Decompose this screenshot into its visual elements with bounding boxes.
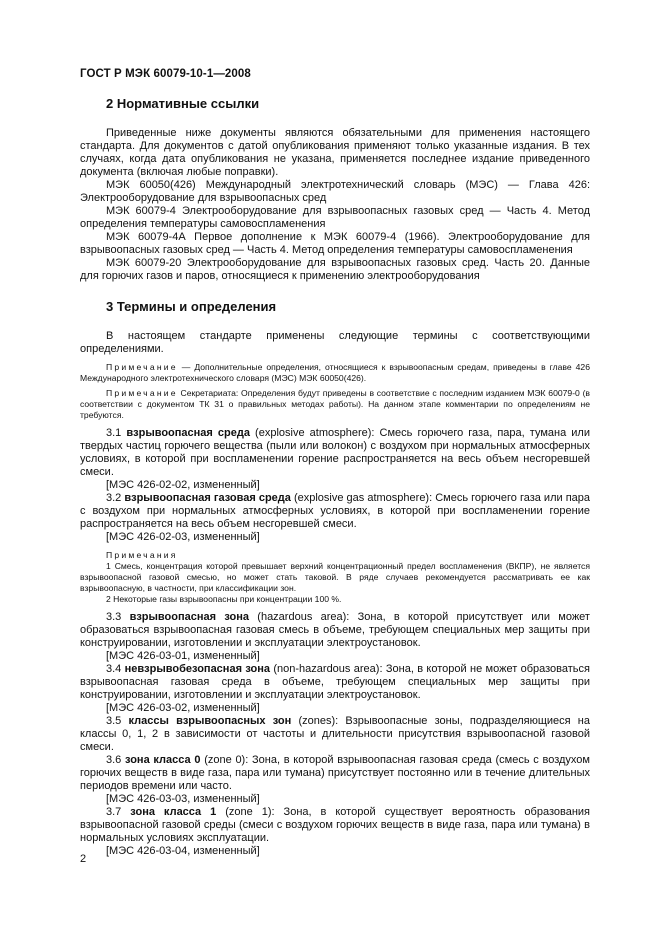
notes-item-2: 2 Некоторые газы взрывоопасны при концентрации 100 %. <box>106 594 342 604</box>
term-number: 3.7 <box>106 806 131 818</box>
term-3-2-source: [МЭС 426-02-03, измененный] <box>106 531 260 543</box>
term-name: взрывоопасная газовая среда <box>124 492 291 504</box>
reference-iec-60079-4: МЭК 60079-4 Электрооборудование для взрывоопасных газовых сред — Часть 4. Метод определения температуры самовоспламенения <box>80 205 590 230</box>
document-header: ГОСТ Р МЭК 60079-10-1—2008 <box>80 68 251 80</box>
term-3-6 <box>80 754 590 793</box>
term-3-1 <box>80 427 590 479</box>
term-3-7-source: [МЭС 426-03-04, измененный] <box>106 845 260 857</box>
term-name: зона класса 1 <box>130 806 217 818</box>
note-1-label: Примечание <box>106 362 178 372</box>
term-definition: (zone 1): Зона, в которой существует вероятность образования взрывоопасной газовой среды (смеси с воздухом горючих веществ в виде газа, пара или тумана) в нормальных условиях эксплуатации. <box>80 806 590 844</box>
section-2-title: 2 Нормативные ссылки <box>106 96 260 111</box>
note-1-text: — Дополнительные определения, относящиеся к взрывоопасным средам, приведены в главе 426 Международного электротехнического словаря (МЭС) МЭК 60050(426). <box>80 362 590 383</box>
term-name: классы взрывоопасных зон <box>128 715 292 727</box>
term-3-7 <box>80 806 590 845</box>
term-3-4 <box>80 663 590 702</box>
term-definition: (zones): Взрывоопасные зоны, подразделяющиеся на классы 0, 1, 2 в зависимости от частоты и длительности присутствия взрывоопасной газовой смеси. <box>80 715 591 753</box>
term-definition: (explosive atmosphere): Смесь горючего газа, пара, тумана или твердых частиц горючего вещества (пыли или волокон) с воздухом при нормальных атмосферных условиях, в которой при воспламенении горение распространяется на весь объем несгоревшей смеси. <box>80 427 590 478</box>
section-2-intro: Приведенные ниже документы являются обязательными для применения настоящего стандарта. Для документов с датой опубликования применяют только указанные издания. В тех случаях, когда дата опубликования не указана, применяется последнее издание приведенного документа (включая любые поправки). <box>80 127 590 178</box>
term-number: 3.1 <box>106 427 127 439</box>
section-3-title: 3 Термины и определения <box>106 299 277 314</box>
term-number: 3.2 <box>106 492 125 504</box>
note-2-text: Секретариата: Определения будут приведены в соответствие с последним изданием МЭК 60079-0 (в соответствии с документом ТК 31 о правильных методах работы). На данном этапе комментарии по определениям не требуются. <box>80 388 590 420</box>
notes-item-1: 1 Смесь, концентрация которой превышает верхний концентрационный предел воспламенения (ВКПР), не является взрывоопасной газовой смесью, но может стать таковой. В ряде случаев рекомендуется рассматривать ее как взрывоопасную, в частности, при классификации зон. <box>80 561 590 593</box>
note-2-label: Примечание <box>106 388 178 398</box>
page-number: 2 <box>80 853 87 865</box>
term-3-1-source: [МЭС 426-02-02, измененный] <box>106 479 260 491</box>
term-3-3 <box>80 611 590 650</box>
term-name: невзрывобезопасная зона <box>124 663 271 675</box>
term-3-6-source: [МЭС 426-03-03, измененный] <box>106 793 260 805</box>
reference-iec-60079-4a: МЭК 60079-4А Первое дополнение к МЭК 60079-4 (1966). Электрооборудование для взрывоопасных газовых сред — Часть 4. Метод определения температуры самовоспламенения <box>80 231 590 256</box>
term-name: зона класса 0 <box>125 754 201 766</box>
term-definition: (non-hazardous area): Зона, в которой не может образоваться взрывоопасная газовая среда в объеме, требующем специальных мер защиты при конструировании, изготовлении и эксплуатации электроустановок. <box>80 663 590 701</box>
term-definition: (explosive gas atmosphere): Смесь горючего газа или пара с воздухом при нормальных атмосферных условиях, в которой при воспламенении горение распространяется на весь объем несгоревшей смеси. <box>80 492 591 530</box>
section-3-intro: В настоящем стандарте применены следующие термины с соответствующими определениями. <box>80 330 590 355</box>
note-1 <box>80 362 590 384</box>
term-definition: (zone 0): Зона, в которой взрывоопасная газовая среда (смесь с воздухом горючих веществ в виде газа, пара или тумана) присутствует постоянно или в течение длительных периодов времени или часто. <box>80 754 590 792</box>
notes-label: Примечания <box>106 550 178 560</box>
term-name: взрывоопасная среда <box>126 427 250 439</box>
term-3-4-source: [МЭС 426-03-02, измененный] <box>106 702 260 714</box>
term-3-5 <box>80 715 590 754</box>
reference-iec-60050: МЭК 60050(426) Международный электротехнический словарь (МЭС) — Глава 426: Электрооборудование для взрывоопасных сред <box>80 179 590 204</box>
document-body <box>80 96 590 858</box>
term-number: 3.5 <box>106 715 129 727</box>
term-3-2 <box>80 492 590 531</box>
term-name: взрывоопасная зона <box>129 611 249 623</box>
term-number: 3.6 <box>106 754 126 766</box>
reference-iec-60079-20: МЭК 60079-20 Электрооборудование для взрывоопасных газовых сред. Часть 20. Данные для горючих газов и паров, относящиеся к применению электрооборудования <box>80 257 590 282</box>
term-number: 3.3 <box>106 611 130 623</box>
term-number: 3.4 <box>106 663 125 675</box>
term-3-3-source: [МЭС 426-03-01, измененный] <box>106 650 260 662</box>
note-2 <box>80 388 590 421</box>
term-definition: (hazardous area): Зона, в которой присутствует или может образоваться взрывоопасная газовая смесь в объеме, требующем специальных мер защиты при конструировании, изготовлении и эксплуатации электроустановок. <box>80 611 590 649</box>
